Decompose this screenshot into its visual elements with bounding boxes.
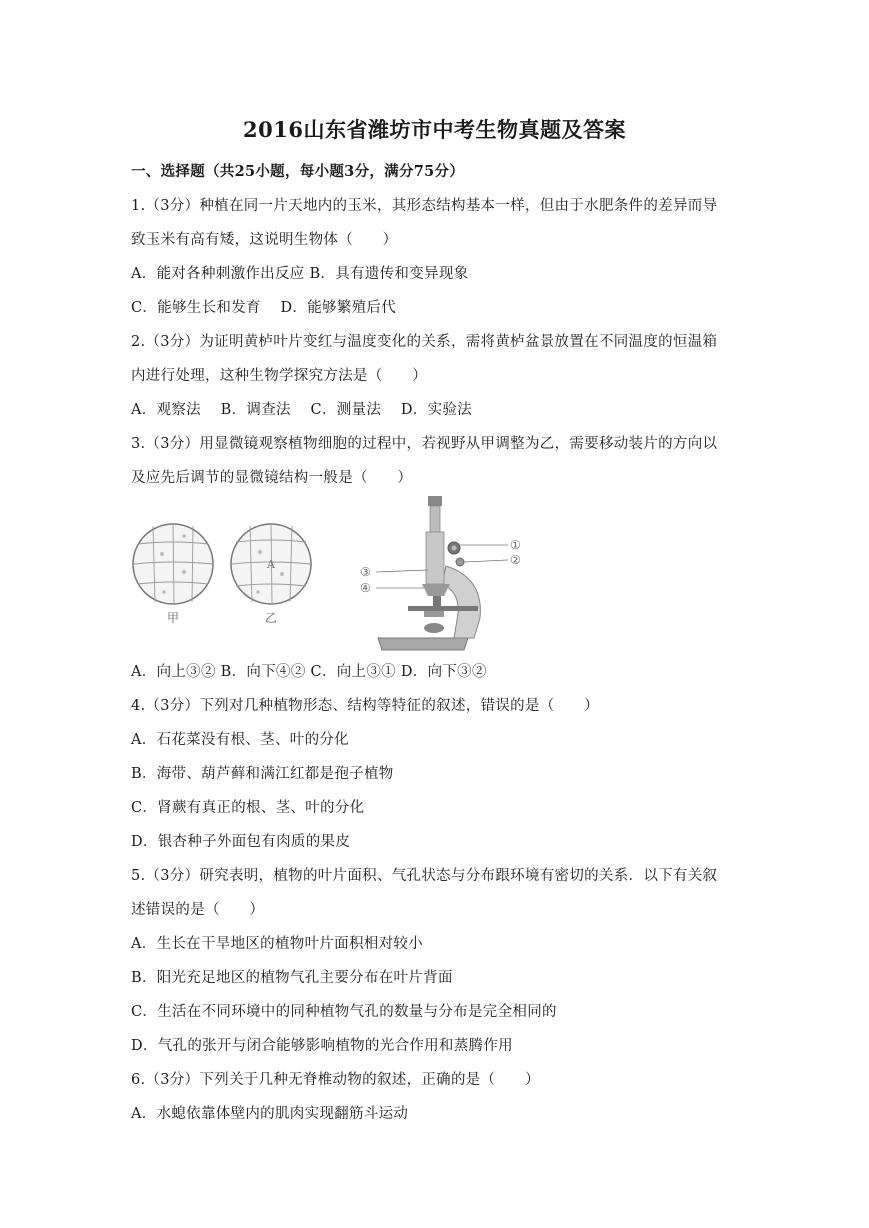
q5-stem-line1: 5.（3分）研究表明，植物的叶片面积、气孔状态与分布跟环境有密切的关系．以下有关叙 (131, 868, 718, 884)
q1-options-line1: A．能对各种刺激作出反应 B．具有遗传和变异现象 (131, 266, 469, 282)
q5-option-a: A．生长在干旱地区的植物叶片面积相对较小 (131, 936, 423, 952)
cell-letter: A (267, 558, 275, 571)
q4-stem: 4.（3分）下列对几种植物形态、结构等特征的叙述，错误的是（ ） (131, 698, 599, 714)
q2-stem-line2: 内进行处理，这种生物学探究方法是（ ） (131, 368, 427, 384)
q1-stem-line1: 1.（3分）种植在同一片天地内的玉米，其形态结构基本一样，但由于水肥条件的差异而导 (131, 198, 718, 214)
q5-option-b: B．阳光充足地区的植物气孔主要分布在叶片背面 (131, 970, 453, 986)
q4-option-c: C．肾蕨有真正的根、茎、叶的分化 (131, 800, 365, 816)
mark-1: ① (510, 538, 521, 552)
q2-stem-line1: 2.（3分）为证明黄栌叶片变红与温度变化的关系，需将黄栌盆景放置在不同温度的恒温箱 (131, 334, 718, 350)
label-jia: 甲 (167, 611, 180, 625)
mark-3: ③ (360, 565, 371, 579)
q3-stem-line1: 3.（3分）用显微镜观察植物细胞的过程中，若视野从甲调整为乙，需要移动装片的方向以 (131, 436, 718, 452)
q3-options-line1: A．向上③② B．向下④② C．向上③① D．向下③② (131, 664, 487, 680)
page-title: 2016山东省潍坊市中考生物真题及答案 (243, 117, 626, 142)
q5-option-c: C．生活在不同环境中的同种植物气孔的数量与分布是完全相同的 (131, 1004, 557, 1020)
label-yi: 乙 (265, 611, 278, 625)
cell-view-jia (133, 524, 213, 625)
cell-view-yi (231, 524, 311, 625)
q4-option-b: B．海带、葫芦藓和满江红都是孢子植物 (131, 766, 394, 782)
q6-stem: 6.（3分）下列关于几种无脊椎动物的叙述，正确的是（ ） (131, 1072, 540, 1088)
q3-figure (128, 492, 548, 656)
section-heading: 一、选择题（共25小题，每小题3分，满分75分） (131, 163, 465, 180)
q4-option-d: D．银杏种子外面包有肉质的果皮 (131, 834, 351, 850)
microscope-diagram (360, 496, 521, 650)
q6-option-a: A．水螅依靠体壁内的肌肉实现翻筋斗运动 (131, 1106, 409, 1122)
q5-option-d: D．气孔的张开与闭合能够影响植物的光合作用和蒸腾作用 (131, 1038, 513, 1054)
q4-option-a: A．石花菜没有根、茎、叶的分化 (131, 732, 349, 748)
q1-stem-line2: 致玉米有高有矮，这说明生物体（ ） (131, 232, 398, 248)
q2-options-line1: A．观察法 B．调查法 C．测量法 D．实验法 (131, 402, 472, 418)
mark-2: ② (510, 553, 521, 567)
q5-stem-line2: 述错误的是（ ） (131, 902, 265, 918)
mark-4: ④ (360, 581, 371, 595)
q1-options-line2: C．能够生长和发育 D．能够繁殖后代 (131, 300, 397, 316)
q3-stem-line2: 及应先后调节的显微镜结构一般是（ ） (131, 470, 413, 486)
